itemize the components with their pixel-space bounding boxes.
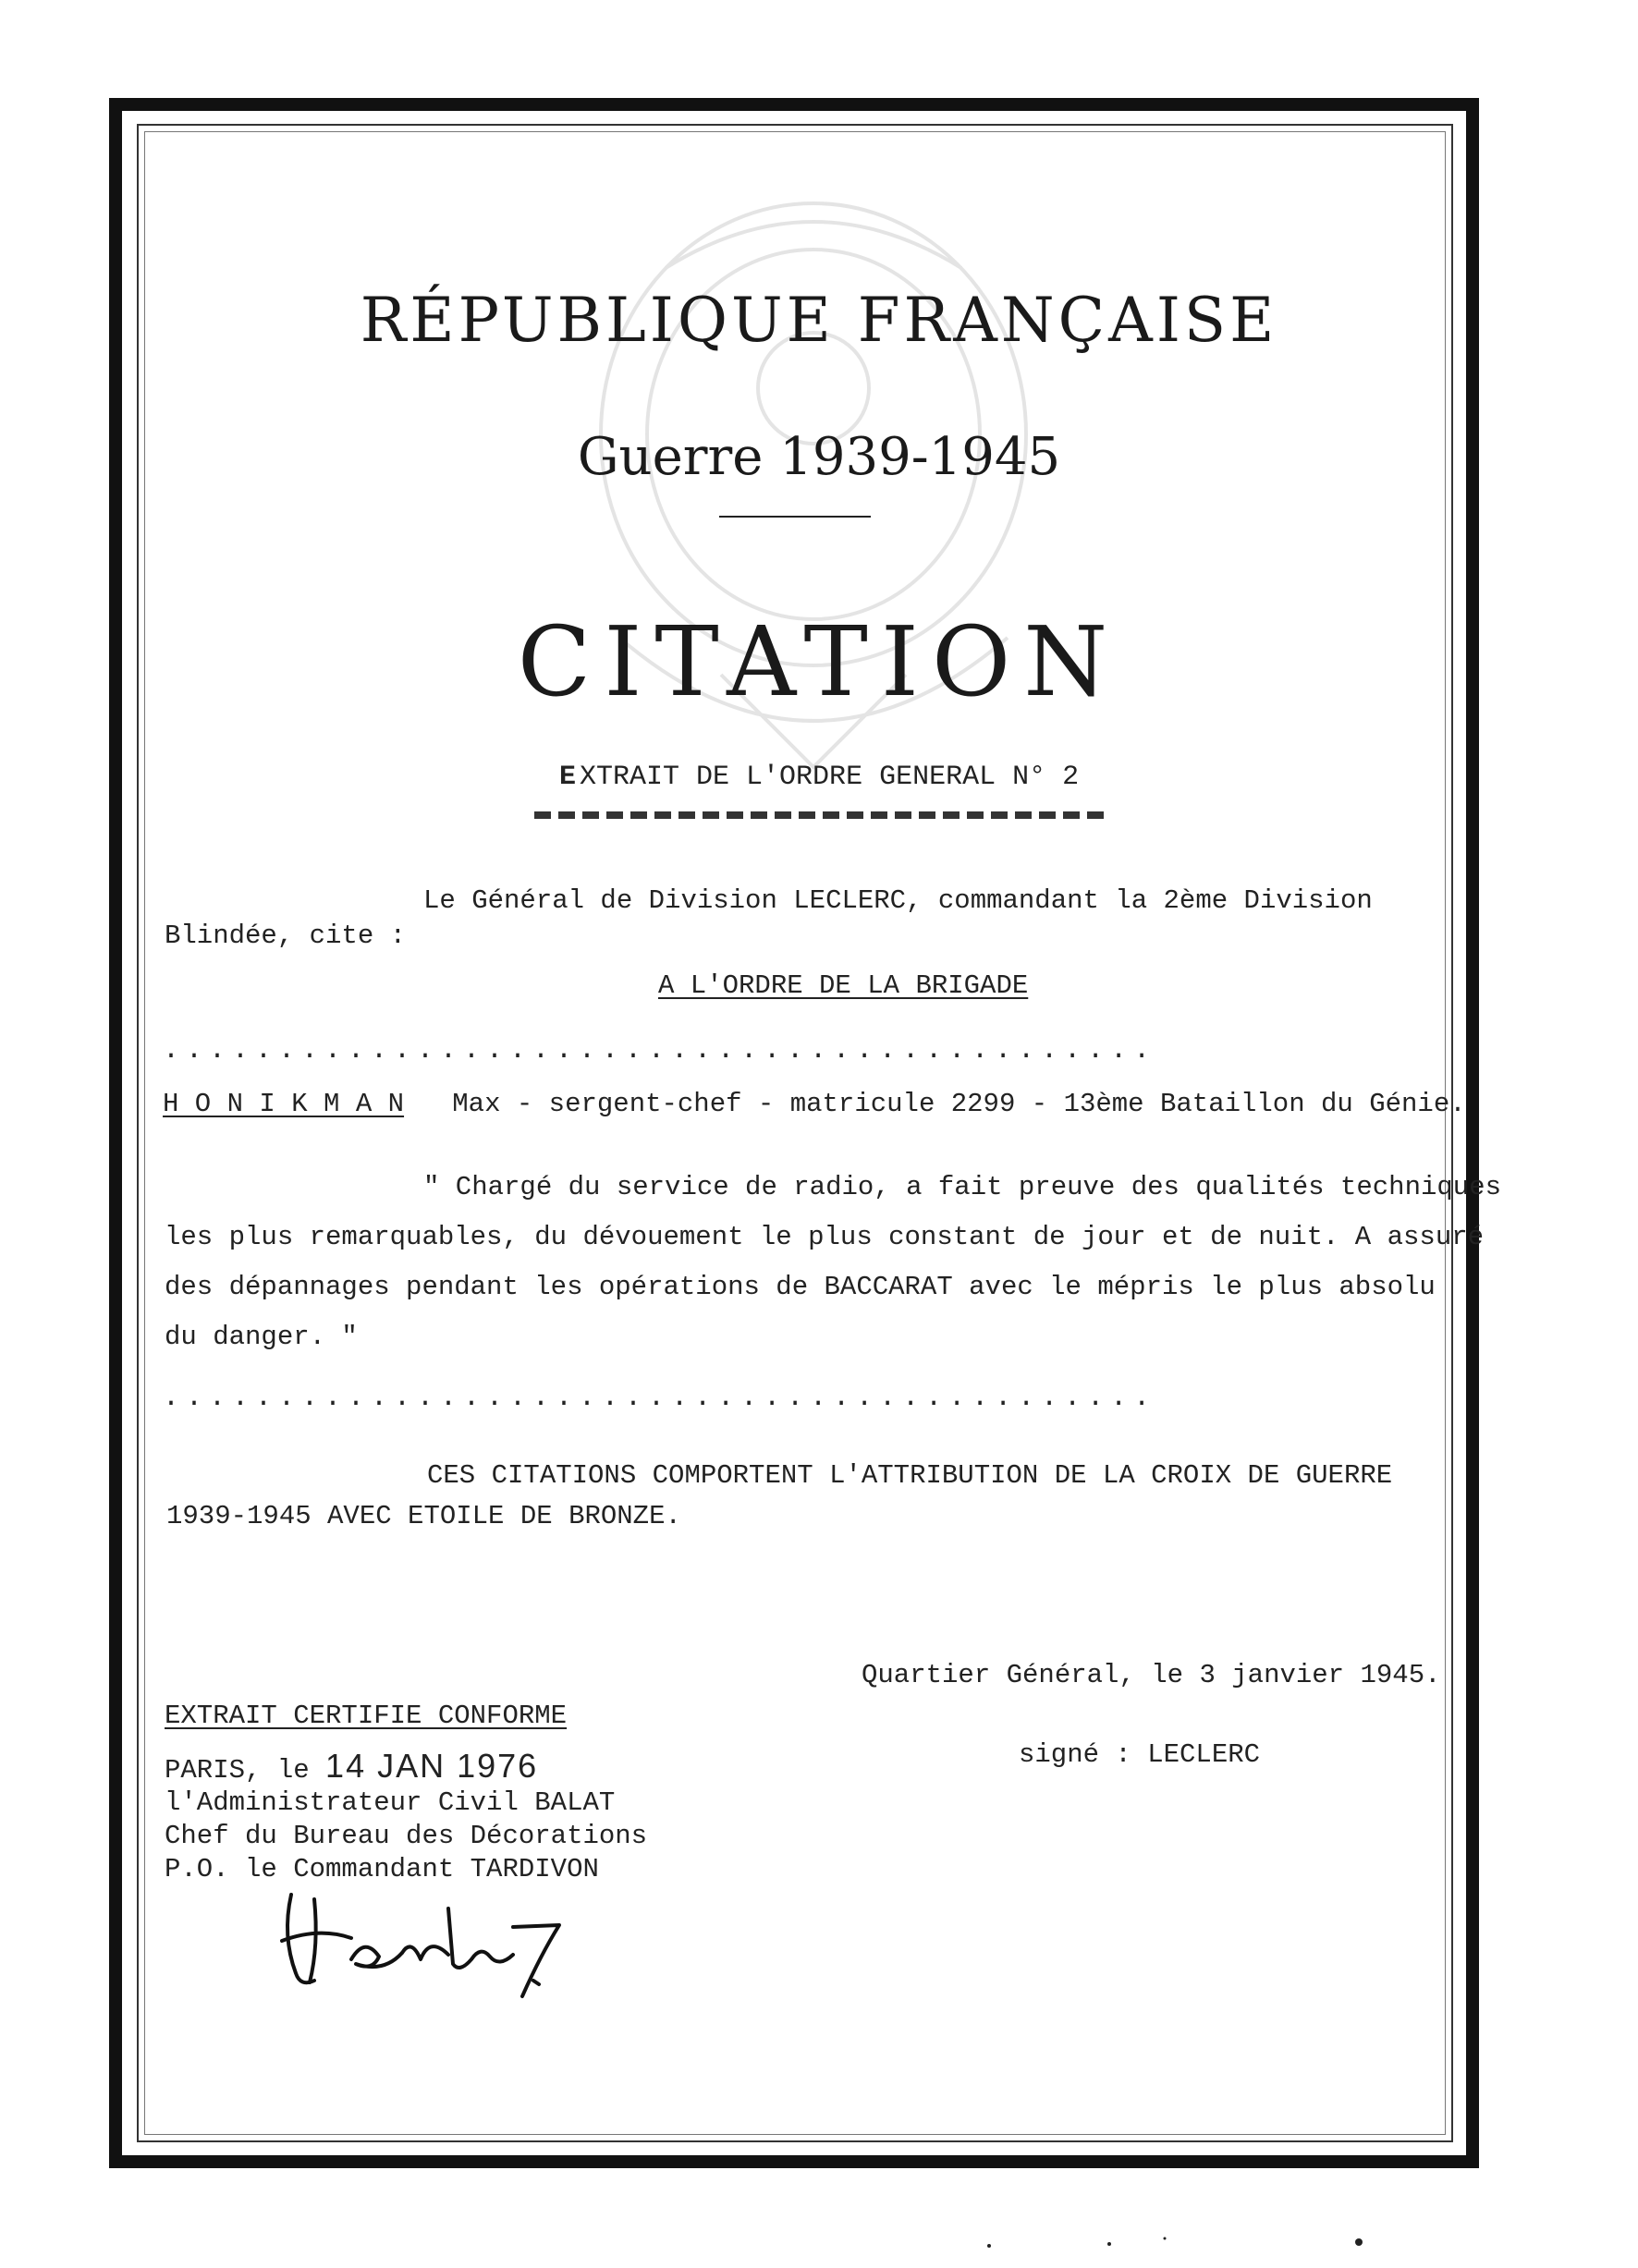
certification-paris-line bbox=[165, 1747, 538, 1786]
order-brigade: A L'ORDRE DE LA BRIGADE bbox=[658, 970, 1029, 1001]
certification-paris-prefix: PARIS, le bbox=[165, 1755, 310, 1786]
chain-divider bbox=[534, 811, 1109, 819]
citation-text-line-4: du danger. " bbox=[165, 1322, 358, 1352]
citation-text-line-3: des dépannages pendant les opérations de BACCARAT avec le mépris le plus absolu bbox=[165, 1272, 1436, 1302]
signed-leclerc: signé : LECLERC bbox=[1019, 1739, 1261, 1770]
award-line-2: 1939-1945 AVEC ETOILE DE BRONZE. bbox=[166, 1501, 681, 1531]
extrait-text: XTRAIT DE L'ORDRE GENERAL N° 2 bbox=[580, 762, 1080, 793]
handwritten-signature bbox=[263, 1872, 578, 2001]
certification-line-3: Chef du Bureau des Décorations bbox=[165, 1821, 648, 1851]
citation-text-line-1: " Chargé du service de radio, a fait preuve des qualités techniques bbox=[423, 1172, 1501, 1202]
guerre-subheading: Guerre 1939-1945 bbox=[577, 427, 1061, 487]
intro-line-1: Le Général de Division LECLERC, commandant la 2ème Division bbox=[423, 885, 1373, 916]
extrait-ordre-general bbox=[559, 762, 1079, 793]
citation-text-line-2: les plus remarquables, du dévouement le plus constant de jour et de nuit. A assuré bbox=[165, 1222, 1485, 1252]
place-date: Quartier Général, le 3 janvier 1945. bbox=[862, 1660, 1441, 1690]
stamped-date: 14 JAN 1976 bbox=[325, 1747, 539, 1785]
republique-francaise-heading: RÉPUBLIQUE FRANÇAISE bbox=[360, 285, 1278, 356]
person-surname: H O N I K M A N bbox=[163, 1089, 405, 1119]
extrait-initial: E bbox=[559, 762, 577, 793]
citation-title: CITATION bbox=[517, 605, 1121, 718]
person-details: Max - sergent-chef - matricule 2299 - 13ème Bataillon du Génie. bbox=[452, 1089, 1466, 1119]
title-divider bbox=[719, 516, 871, 518]
dotted-separator-bottom: ........................................... bbox=[163, 1383, 1157, 1414]
certification-line-2: l'Administrateur Civil BALAT bbox=[165, 1787, 616, 1818]
scan-specks bbox=[971, 2227, 1433, 2255]
certification-heading: EXTRAIT CERTIFIE CONFORME bbox=[165, 1701, 568, 1731]
dotted-separator-top: ........................................... bbox=[163, 1035, 1157, 1067]
person-line bbox=[163, 1089, 1466, 1119]
certification-line-4: P.O. le Commandant TARDIVON bbox=[165, 1854, 599, 1884]
award-line-1: CES CITATIONS COMPORTENT L'ATTRIBUTION DE LA CROIX DE GUERRE bbox=[427, 1460, 1393, 1491]
intro-line-2: Blindée, cite : bbox=[165, 921, 407, 951]
